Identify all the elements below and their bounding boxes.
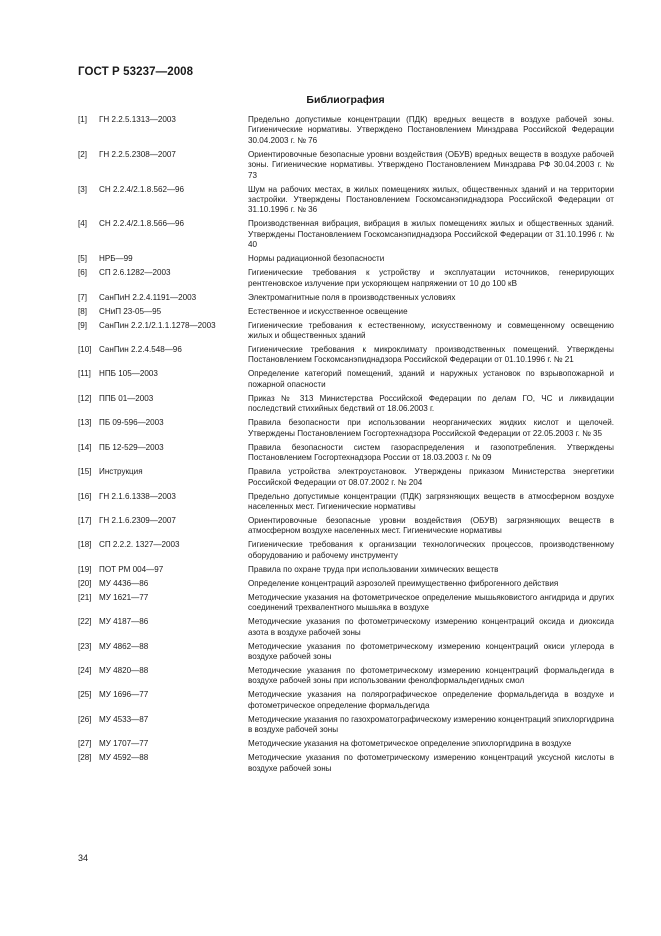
entry-description: Ориентировочные безопасные уровни воздействия (ОБУВ) загрязняющих веществ в атмосферном воздухе населенных мест. Гигиенические нормативы [248, 515, 614, 536]
entry-document-code: СанПин 2.2.4.548—96 [99, 345, 182, 355]
bibliography-entry [78, 418, 614, 439]
entry-document-code: ГН 2.1.6.1338—2003 [99, 491, 176, 501]
bibliography-entry [78, 579, 614, 589]
bibliography-entry [78, 268, 614, 289]
entry-number: [17] [78, 515, 92, 525]
standard-header: ГОСТ Р 53237—2008 [78, 66, 194, 78]
entry-description: Электромагнитные поля в производственных условиях [248, 292, 456, 302]
entry-number: [10] [78, 345, 92, 355]
entry-document-code: СН 2.2.4/2.1.8.562—96 [99, 184, 185, 194]
entry-number: [23] [78, 641, 92, 651]
entry-number: [24] [78, 665, 92, 675]
entry-document-code: Инструкция [99, 467, 143, 477]
entry-document-code: МУ 4533—87 [99, 714, 149, 724]
entry-number: [27] [78, 739, 92, 749]
entry-description: Определение категорий помещений, зданий и наружных установок по взрывопожарной и пожарной опасности [248, 369, 614, 389]
bibliography-entry [78, 617, 614, 638]
entry-number: [9] [78, 320, 87, 330]
bibliography-entry [78, 115, 614, 146]
page-number: 34 [78, 853, 89, 863]
bibliography-list [78, 115, 614, 778]
entry-number: [4] [78, 219, 87, 229]
bibliography-entry [78, 565, 614, 575]
entry-number: [8] [78, 306, 87, 316]
entry-description: Естественное и искусственное освещение [248, 306, 408, 316]
entry-document-code: МУ 4820—88 [99, 665, 149, 675]
entry-number: [14] [78, 442, 92, 452]
entry-document-code: ПБ 12-529—2003 [99, 442, 164, 452]
bibliography-entry [78, 593, 614, 614]
entry-document-code: СП 2.6.1282—2003 [99, 268, 171, 278]
entry-document-code: СНиП 23-05—95 [99, 306, 162, 316]
entry-number: [15] [78, 467, 92, 477]
entry-document-code: МУ 4862—88 [99, 641, 149, 651]
entry-document-code: ППБ 01—2003 [99, 393, 154, 403]
entry-description: Правила безопасности при использовании неорганических жидких кислот и щелочей. Утверждены Постановлением Госгортехнадзора Российской Федерации от 22.05.2003 г. № 35 [248, 418, 614, 438]
bibliography-entry [78, 185, 614, 216]
entry-document-code: ГН 2.2.5.2308—2007 [99, 149, 176, 159]
entry-description: Правила безопасности систем газораспределения и газопотребления. Утверждены Постановлением Госгортехнадзора России от 18.03.2003 г. № 09 [248, 442, 614, 463]
entry-document-code: СН 2.2.4/2.1.8.566—96 [99, 219, 185, 229]
entry-description: Предельно допустимые концентрации (ПДК) вредных веществ в воздухе рабочей зоны. Гигиенические нормативы. Утверждено Постановлением Минздрава Российской Федерации 30.04.2003 г. № 76 [248, 115, 614, 145]
entry-number: [12] [78, 393, 92, 403]
entry-document-code: МУ 1696—77 [99, 690, 149, 700]
entry-document-code: СанПиН 2.2.4.1191—2003 [99, 292, 197, 302]
entry-number: [6] [78, 268, 87, 278]
entry-number: [11] [78, 369, 91, 379]
entry-document-code: МУ 1707—77 [99, 739, 149, 749]
bibliography-entry [78, 394, 614, 415]
entry-document-code: ГН 2.2.5.1313—2003 [99, 115, 176, 124]
bibliography-entry [78, 254, 614, 264]
entry-number: [18] [78, 540, 92, 550]
entry-description: Правила по охране труда при использовании химических веществ [248, 564, 499, 574]
entry-description: Нормы радиационной безопасности [248, 254, 385, 264]
entry-document-code: ПБ 09-596—2003 [99, 418, 164, 428]
bibliography-entry [78, 293, 614, 303]
entry-description: Производственная вибрация, вибрация в жилых помещениях жилых и общественных зданий. Утверждены Постановлением Госкомсанэпиднадзора Российской Федерации от 31.10.1996 г. № 40 [248, 219, 614, 250]
bibliography-entry [78, 540, 614, 561]
bibliography-entry [78, 467, 614, 488]
bibliography-entry [78, 690, 614, 711]
entry-description: Приказ № 313 Министерства Российской Федерации по делам ГО, ЧС и ликвидации последствий стихийных бедствий от 18.06.2003 г. [248, 393, 614, 414]
bibliography-entry [78, 345, 614, 366]
entry-description: Ориентировочные безопасные уровни воздействия (ОБУВ) вредных веществ в воздухе рабочей зоны. Гигиенические нормативы. Утверждено Постановлением Минздрава РФ 30.04.2003 г. № 73 [248, 149, 614, 180]
entry-number: [20] [78, 578, 92, 588]
entry-description: Правила устройства электроустановок. Утверждены приказом Министерства энергетики Российской Федерации от 08.07.2002 г. № 204 [248, 467, 614, 487]
bibliography-entry [78, 150, 614, 181]
entry-description: Гигиенические требования к организации технологических процессов, производственному оборудованию и рабочему инструменту [248, 540, 614, 560]
entry-number: [19] [78, 564, 92, 574]
bibliography-entry [78, 369, 614, 390]
bibliography-entry [78, 492, 614, 513]
entry-number: [25] [78, 690, 92, 700]
section-title: Библиография [306, 94, 385, 106]
bibliography-entry [78, 739, 614, 749]
entry-number: [7] [78, 292, 87, 302]
entry-document-code: МУ 4187—86 [99, 617, 149, 627]
entry-description: Методические указания на фотометрическое определение мышьяковистого ангидрида и других соединений трехвалентного мышьяка в воздухе [248, 592, 614, 613]
bibliography-entry [78, 321, 614, 342]
bibliography-entry [78, 516, 614, 537]
entry-document-code: ПОТ РМ 004—97 [99, 564, 164, 574]
entry-document-code: СанПин 2.2.1/2.1.1.1278—2003 [99, 320, 216, 330]
bibliography-entry [78, 307, 614, 317]
entry-number: [13] [78, 418, 92, 428]
bibliography-entry [78, 219, 614, 250]
entry-description: Методические указания на фотометрическое определение эпихлоргидрина в воздухе [248, 739, 572, 749]
entry-description: Гигиенические требования к устройству и эксплуатации источников, генерирующих рентгеновское излучение при ускоряющем напряжении от 10 до 100 кВ [248, 268, 614, 288]
entry-description: Методические указания по газохроматографическому измерению концентраций эпихлоргидрина в воздухе рабочей зоны [248, 714, 614, 735]
entry-description: Определение концентраций аэрозолей преимущественно фиброгенного действия [248, 578, 559, 588]
entry-number: [1] [78, 115, 87, 124]
entry-description: Гигиенические требования к естественному, искусственному и совмещенному освещению жилых и общественных зданий [248, 320, 614, 341]
entry-number: [22] [78, 617, 92, 627]
entry-description: Методические указания по фотометрическому измерению концентраций окиси углерода в воздухе рабочей зоны [248, 641, 614, 661]
entry-description: Гигиенические требования к микроклимату производственных помещений. Утверждены Постановлением Госкомсанэпиднадзора Российской Федерации от 01.10.1996 г. № 21 [248, 345, 614, 365]
entry-number: [2] [78, 149, 87, 159]
entry-document-code: МУ 4592—88 [99, 753, 149, 763]
bibliography-entry [78, 642, 614, 663]
entry-document-code: МУ 4436—86 [99, 578, 149, 588]
entry-document-code: НРБ—99 [99, 254, 133, 264]
entry-description: Методические указания по фотометрическому измерению концентраций формальдегида в воздухе рабочей зоны при использовании фенолформальдегидных смол [248, 665, 614, 686]
bibliography-entry [78, 666, 614, 687]
entry-document-code: СП 2.2.2. 1327—2003 [99, 540, 180, 550]
entry-description: Шум на рабочих местах, в жилых помещениях жилых, общественных зданий и на территории застройки. Утверждены Постановлением Госкомсанэпиднадзора Российской Федерации от 31.10.1996 г. № 36 [248, 184, 614, 215]
bibliography-entry [78, 753, 614, 774]
entry-description: Методические указания по фотометрическому измерению концентраций оксида и диоксида азота в воздухе рабочей зоны [248, 617, 614, 637]
entry-number: [3] [78, 184, 87, 194]
bibliography-entry [78, 443, 614, 464]
entry-document-code: ГН 2.1.6.2309—2007 [99, 515, 176, 525]
entry-description: Методические указания на полярографическое определение формальдегида в воздухе и фотометрическое определение формальдегида [248, 690, 614, 710]
entry-number: [5] [78, 254, 87, 264]
bibliography-entry [78, 715, 614, 736]
entry-number: [16] [78, 491, 92, 501]
entry-number: [26] [78, 714, 92, 724]
entry-document-code: НПБ 105—2003 [99, 369, 158, 379]
entry-description: Предельно допустимые концентрации (ПДК) загрязняющих веществ в атмосферном воздухе населенных мест. Гигиенические нормативы [248, 491, 614, 511]
entry-number: [21] [78, 592, 92, 602]
entry-number: [28] [78, 753, 92, 763]
entry-document-code: МУ 1621—77 [99, 592, 149, 602]
entry-description: Методические указания по фотометрическому измерению концентраций уксусной кислоты в воздухе рабочей зоны [248, 753, 614, 773]
